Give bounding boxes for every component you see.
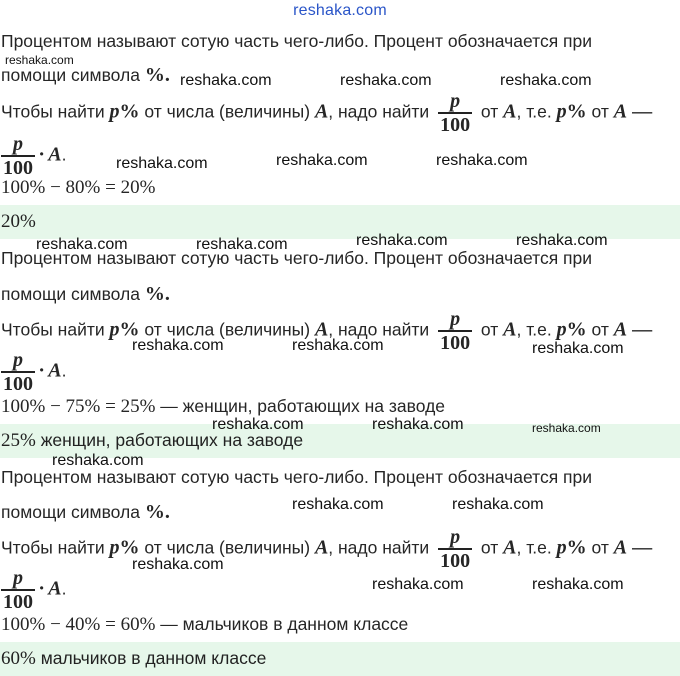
- watermark: reshaka.com: [372, 416, 464, 433]
- watermark: reshaka.com: [532, 340, 624, 357]
- watermark: reshaka.com: [372, 576, 464, 593]
- fraction-p-over-100: $\frac{p}{100}$: [440, 308, 471, 354]
- answer-2: 25% женщин, работающих на заводе: [0, 424, 680, 458]
- watermark: reshaka.com: [516, 232, 608, 249]
- watermark: reshaka.com: [36, 236, 128, 253]
- watermark: reshaka.com: [52, 452, 144, 469]
- theory-line-3: Чтобы найти p% от числа (величины) A, надо найти $\frac{p}{100}$ от A, т.е. p% от A —: [1, 308, 653, 354]
- theory-line-1: Процентом называют сотую часть чего-либо. Процент обозначается при: [1, 467, 593, 487]
- site-header-link[interactable]: reshaka.com: [293, 2, 387, 19]
- watermark: reshaka.com: [452, 496, 544, 513]
- watermark: reshaka.com: [500, 72, 592, 89]
- theory-line-4: $\frac{p}{100}$ · A.: [3, 349, 67, 395]
- fraction-p-over-100: $\frac{p}{100}$: [3, 133, 33, 179]
- watermark: reshaka.com: [292, 337, 384, 354]
- theory-line-1: Процентом называют сотую часть чего-либо. Процент обозначается при: [1, 248, 593, 268]
- watermark: reshaka.com: [212, 416, 304, 433]
- watermark: reshaka.com: [276, 152, 368, 169]
- watermark: reshaka.com: [532, 421, 601, 435]
- watermark: reshaka.com: [356, 232, 448, 249]
- equation-3: 100% − 40% = 60% — мальчиков в данном классе: [1, 614, 409, 635]
- watermark: reshaka.com: [196, 236, 288, 253]
- theory-line-4: $\frac{p}{100}$ · A.: [3, 133, 67, 179]
- theory-line-3: Чтобы найти p% от числа (величины) A, надо найти $\frac{p}{100}$ от A, т.е. p% от A —: [1, 526, 653, 572]
- watermark: reshaka.com: [292, 496, 384, 513]
- answer-3: 60% мальчиков в данном классе: [0, 642, 680, 676]
- watermark: reshaka.com: [532, 576, 624, 593]
- equation-1: 100% − 80% = 20%: [1, 177, 156, 198]
- watermark: reshaka.com: [132, 337, 224, 354]
- theory-line-1: Процентом называют сотую часть чего-либо. Процент обозначается при: [1, 31, 593, 51]
- watermark: reshaka.com: [180, 72, 272, 89]
- answer-1: 20%: [0, 205, 680, 239]
- watermark: reshaka.com: [132, 556, 224, 573]
- watermark: reshaka.com: [116, 155, 208, 172]
- theory-line-2: помощи символа %.: [1, 283, 170, 305]
- theory-line-2: помощи символа %.: [1, 64, 170, 86]
- theory-line-3: Чтобы найти p% от числа (величины) A, надо найти $\frac{p}{100}$ от A, т.е. p% от A —: [1, 90, 653, 136]
- watermark: reshaka.com: [436, 152, 528, 169]
- fraction-p-over-100: $\frac{p}{100}$: [440, 90, 471, 136]
- watermark: reshaka.com: [5, 53, 74, 67]
- equation-2: 100% − 75% = 25% — женщин, работающих на заводе: [1, 396, 446, 417]
- fraction-p-over-100: $\frac{p}{100}$: [3, 349, 33, 395]
- fraction-p-over-100: $\frac{p}{100}$: [3, 567, 33, 613]
- watermark: reshaka.com: [340, 72, 432, 89]
- fraction-p-over-100: $\frac{p}{100}$: [440, 526, 471, 572]
- theory-line-4: $\frac{p}{100}$ · A.: [3, 567, 67, 613]
- theory-line-2: помощи символа %.: [1, 501, 170, 523]
